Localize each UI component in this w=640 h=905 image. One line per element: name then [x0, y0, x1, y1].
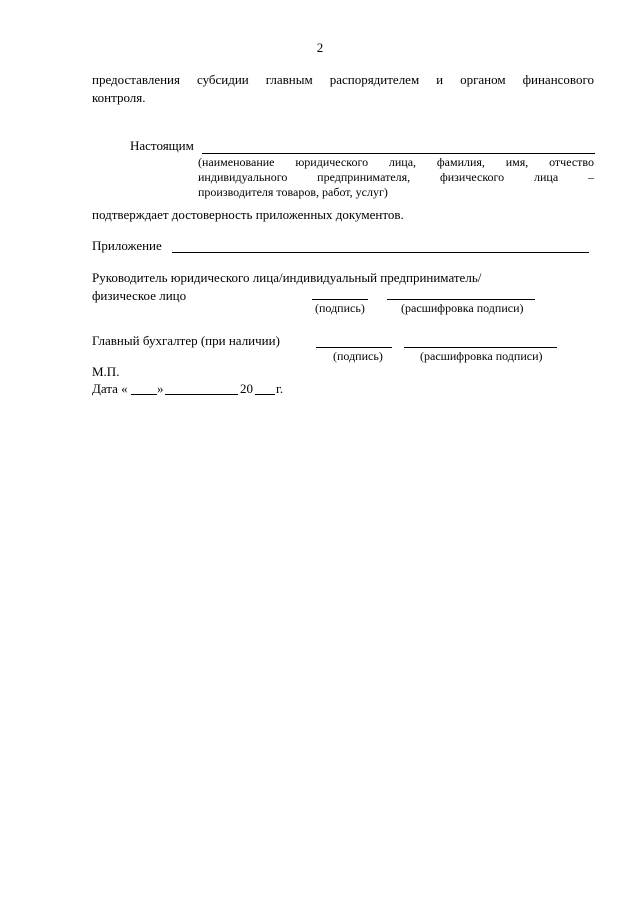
head-title-line-1: Руководитель юридического лица/индивидуальный предприниматель/ [92, 270, 482, 285]
attachment-label: Приложение [92, 238, 162, 253]
date-prefix: Дата « [92, 381, 128, 396]
intro-line-1: предоставления субсидии главным распорядителем и органом финансового [92, 72, 594, 87]
accountant-decode-line[interactable] [404, 347, 557, 348]
applicant-hint-2: индивидуального предпринимателя, физического лица – [198, 170, 594, 184]
date-day-close: » [157, 381, 164, 396]
applicant-label: Настоящим [130, 138, 194, 153]
accountant-signature-hint: (подпись) [333, 349, 383, 363]
accountant-decode-hint: (расшифровка подписи) [420, 349, 543, 363]
head-title-line-2: физическое лицо [92, 288, 187, 303]
date-month-line[interactable] [165, 394, 238, 395]
applicant-hint-1: (наименование юридического лица, фамилия, имя, отчество [198, 155, 594, 169]
page-number: 2 [316, 40, 324, 55]
attachment-line[interactable] [172, 252, 589, 253]
applicant-hint-3: производителя товаров, работ, услуг) [198, 185, 388, 199]
head-signature-line[interactable] [312, 299, 368, 300]
date-day-line[interactable] [131, 394, 157, 395]
head-decode-hint: (расшифровка подписи) [401, 301, 524, 315]
head-signature-hint: (подпись) [315, 301, 365, 315]
stamp-label: М.П. [92, 364, 120, 379]
applicant-name-line[interactable] [202, 153, 595, 154]
date-year-line[interactable] [255, 394, 275, 395]
confirm-text: подтверждает достоверность приложенных документов. [92, 207, 404, 222]
date-year-prefix: 20 [240, 381, 253, 396]
accountant-signature-line[interactable] [316, 347, 392, 348]
intro-line-2: контроля. [92, 90, 146, 105]
accountant-label: Главный бухгалтер (при наличии) [92, 333, 280, 348]
head-decode-line[interactable] [387, 299, 535, 300]
date-suffix: г. [276, 381, 284, 396]
